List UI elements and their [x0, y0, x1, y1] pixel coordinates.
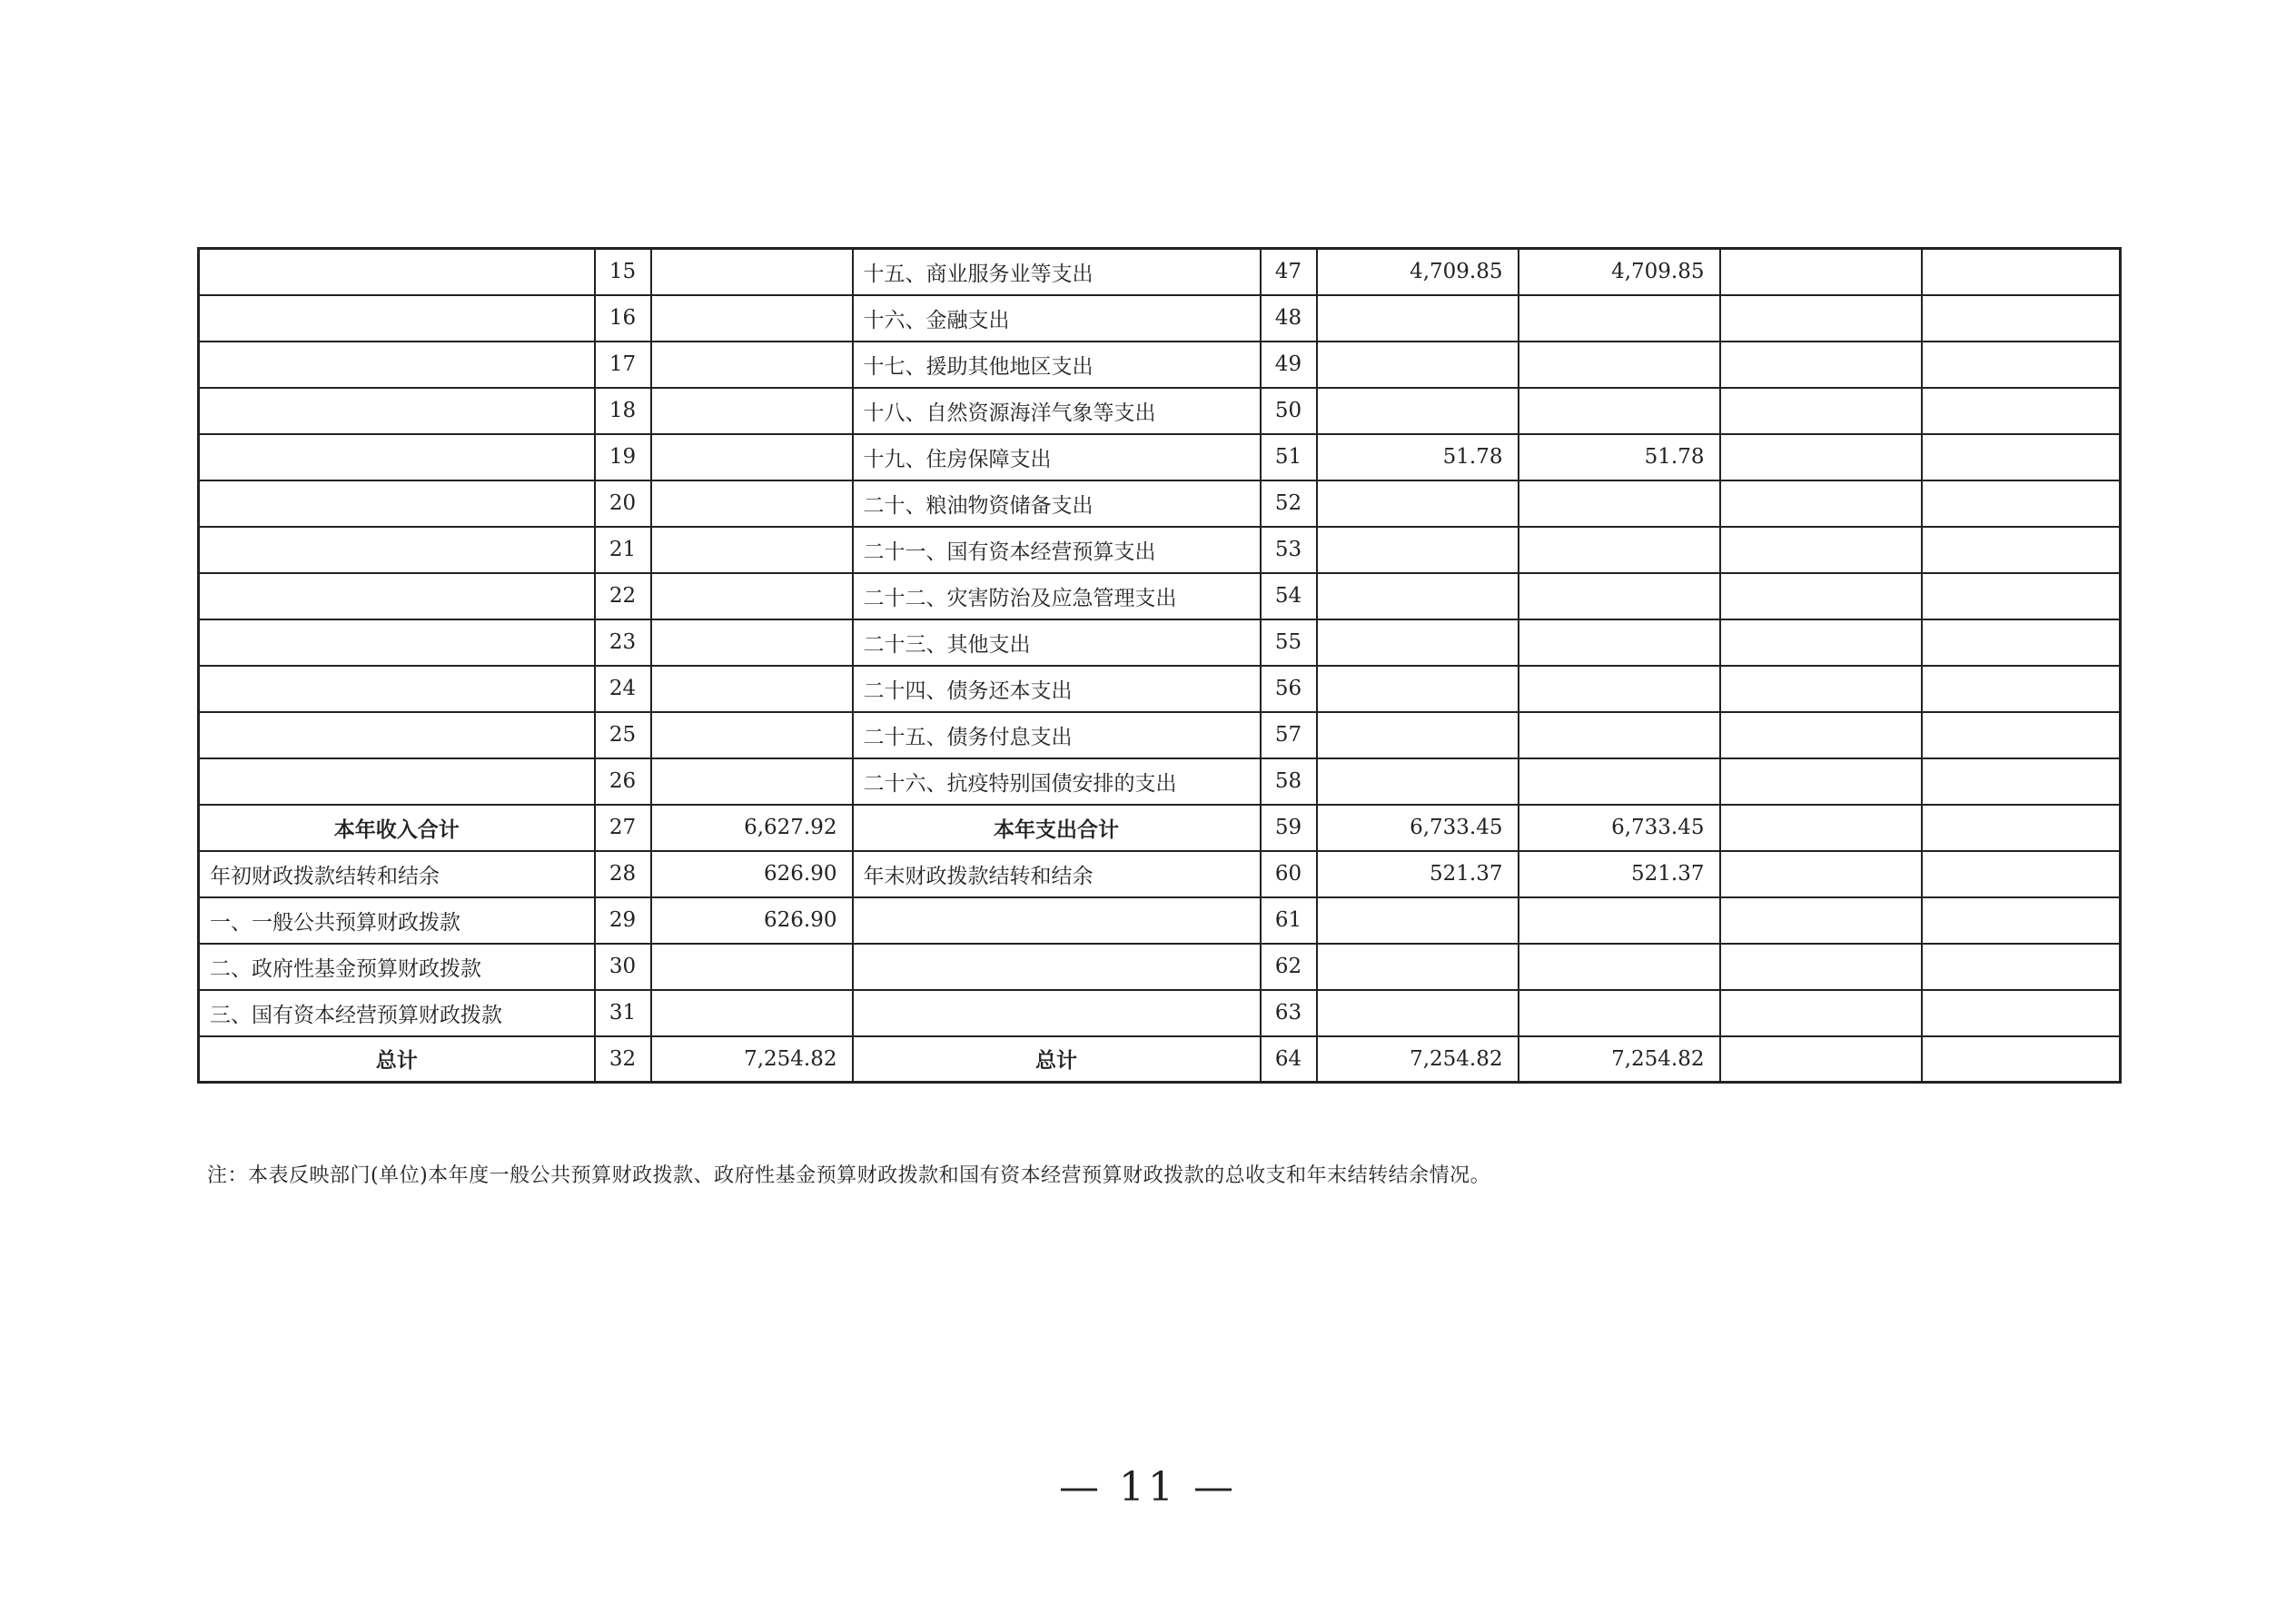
- expense-total-cell: [1317, 897, 1519, 944]
- table-row: [199, 249, 2121, 295]
- expense-label-cell: 二十二、灾害防治及应急管理支出: [853, 573, 1261, 619]
- expense-label-cell: 本年支出合计: [853, 805, 1261, 851]
- income-row-number: 27: [595, 805, 651, 851]
- income-label-cell: 一、一般公共预算财政拨款: [199, 897, 595, 944]
- expense-row-number: 58: [1261, 758, 1317, 805]
- expense-state-capital-cell: [1922, 527, 2121, 573]
- expense-total-cell: [1317, 990, 1519, 1036]
- table-row: [199, 342, 2121, 388]
- expense-general-budget-cell: [1519, 342, 1720, 388]
- table-row: [199, 573, 2121, 619]
- income-amount-cell: 7,254.82: [651, 1036, 853, 1083]
- expense-general-budget-cell: 4,709.85: [1519, 249, 1720, 295]
- income-label-cell: 年初财政拨款结转和结余: [199, 851, 595, 897]
- income-amount-cell: [651, 573, 853, 619]
- expense-total-cell: [1317, 666, 1519, 712]
- income-amount-cell: 6,627.92: [651, 805, 853, 851]
- table-body: [199, 249, 2121, 1083]
- expense-state-capital-cell: [1922, 619, 2121, 666]
- expense-total-cell: [1317, 527, 1519, 573]
- expense-total-cell: [1317, 712, 1519, 758]
- income-row-number: 26: [595, 758, 651, 805]
- income-row-number: 20: [595, 480, 651, 527]
- expense-fund-budget-cell: [1720, 388, 1922, 434]
- expense-state-capital-cell: [1922, 295, 2121, 342]
- income-amount-cell: 626.90: [651, 851, 853, 897]
- expense-general-budget-cell: [1519, 712, 1720, 758]
- income-label-cell: [199, 527, 595, 573]
- expense-total-cell: [1317, 480, 1519, 527]
- table-row: [199, 1036, 2121, 1083]
- expense-general-budget-cell: [1519, 619, 1720, 666]
- page-number: — 11 —: [1059, 1464, 1237, 1510]
- table-row: [199, 990, 2121, 1036]
- expense-label-cell: [853, 897, 1261, 944]
- expense-row-number: 55: [1261, 619, 1317, 666]
- income-amount-cell: [651, 527, 853, 573]
- income-amount-cell: [651, 434, 853, 480]
- expense-total-cell: [1317, 295, 1519, 342]
- income-amount-cell: [651, 342, 853, 388]
- expense-row-number: 51: [1261, 434, 1317, 480]
- expense-total-cell: [1317, 388, 1519, 434]
- expense-general-budget-cell: [1519, 990, 1720, 1036]
- table-row: [199, 712, 2121, 758]
- income-row-number: 25: [595, 712, 651, 758]
- table-row: [199, 851, 2121, 897]
- income-row-number: 29: [595, 897, 651, 944]
- income-label-cell: [199, 388, 595, 434]
- expense-state-capital-cell: [1922, 944, 2121, 990]
- expense-state-capital-cell: [1922, 573, 2121, 619]
- income-label-cell: [199, 712, 595, 758]
- expense-row-number: 64: [1261, 1036, 1317, 1083]
- income-row-number: 28: [595, 851, 651, 897]
- table-footnote: 注：本表反映部门(单位)本年度一般公共预算财政拨款、政府性基金预算财政拨款和国有资本经营预算财政拨款的总收支和年末结转结余情况。: [207, 1164, 1491, 1187]
- expense-general-budget-cell: [1519, 573, 1720, 619]
- table-row: [199, 897, 2121, 944]
- budget-table: [197, 247, 2122, 1084]
- expense-state-capital-cell: [1922, 990, 2121, 1036]
- expense-state-capital-cell: [1922, 897, 2121, 944]
- expense-general-budget-cell: [1519, 758, 1720, 805]
- expense-general-budget-cell: [1519, 897, 1720, 944]
- expense-total-cell: [1317, 619, 1519, 666]
- income-label-cell: [199, 758, 595, 805]
- income-row-number: 32: [595, 1036, 651, 1083]
- expense-general-budget-cell: 51.78: [1519, 434, 1720, 480]
- income-row-number: 22: [595, 573, 651, 619]
- expense-row-number: 50: [1261, 388, 1317, 434]
- expense-fund-budget-cell: [1720, 573, 1922, 619]
- income-amount-cell: [651, 758, 853, 805]
- expense-row-number: 62: [1261, 944, 1317, 990]
- expense-row-number: 52: [1261, 480, 1317, 527]
- expense-general-budget-cell: [1519, 527, 1720, 573]
- income-label-cell: [199, 249, 595, 295]
- expense-fund-budget-cell: [1720, 712, 1922, 758]
- expense-general-budget-cell: [1519, 944, 1720, 990]
- expense-state-capital-cell: [1922, 434, 2121, 480]
- table-row: [199, 388, 2121, 434]
- income-row-number: 24: [595, 666, 651, 712]
- expense-total-cell: 6,733.45: [1317, 805, 1519, 851]
- expense-general-budget-cell: [1519, 295, 1720, 342]
- expense-row-number: 47: [1261, 249, 1317, 295]
- income-row-number: 15: [595, 249, 651, 295]
- income-row-number: 31: [595, 990, 651, 1036]
- expense-state-capital-cell: [1922, 712, 2121, 758]
- expense-state-capital-cell: [1922, 342, 2121, 388]
- expense-total-cell: 51.78: [1317, 434, 1519, 480]
- expense-label-cell: 二十六、抗疫特别国债安排的支出: [853, 758, 1261, 805]
- expense-total-cell: [1317, 758, 1519, 805]
- expense-state-capital-cell: [1922, 388, 2121, 434]
- income-amount-cell: [651, 249, 853, 295]
- income-label-cell: [199, 480, 595, 527]
- expense-state-capital-cell: [1922, 758, 2121, 805]
- income-amount-cell: [651, 295, 853, 342]
- expense-total-cell: [1317, 944, 1519, 990]
- income-amount-cell: [651, 944, 853, 990]
- expense-fund-budget-cell: [1720, 527, 1922, 573]
- table-row: [199, 758, 2121, 805]
- expense-row-number: 53: [1261, 527, 1317, 573]
- expense-state-capital-cell: [1922, 851, 2121, 897]
- income-label-cell: 本年收入合计: [199, 805, 595, 851]
- table-row: [199, 619, 2121, 666]
- expense-fund-budget-cell: [1720, 342, 1922, 388]
- expense-label-cell: [853, 990, 1261, 1036]
- expense-fund-budget-cell: [1720, 480, 1922, 527]
- expense-label-cell: [853, 944, 1261, 990]
- expense-label-cell: 二十三、其他支出: [853, 619, 1261, 666]
- expense-total-cell: [1317, 342, 1519, 388]
- expense-general-budget-cell: [1519, 666, 1720, 712]
- expense-general-budget-cell: [1519, 480, 1720, 527]
- expense-row-number: 60: [1261, 851, 1317, 897]
- expense-state-capital-cell: [1922, 249, 2121, 295]
- expense-label-cell: 十八、自然资源海洋气象等支出: [853, 388, 1261, 434]
- expense-state-capital-cell: [1922, 480, 2121, 527]
- expense-fund-budget-cell: [1720, 1036, 1922, 1083]
- income-amount-cell: 626.90: [651, 897, 853, 944]
- expense-row-number: 48: [1261, 295, 1317, 342]
- expense-label-cell: 二十五、债务付息支出: [853, 712, 1261, 758]
- expense-row-number: 61: [1261, 897, 1317, 944]
- expense-fund-budget-cell: [1720, 249, 1922, 295]
- expense-row-number: 49: [1261, 342, 1317, 388]
- expense-state-capital-cell: [1922, 1036, 2121, 1083]
- expense-label-cell: 十五、商业服务业等支出: [853, 249, 1261, 295]
- income-amount-cell: [651, 388, 853, 434]
- income-amount-cell: [651, 990, 853, 1036]
- expense-fund-budget-cell: [1720, 619, 1922, 666]
- expense-fund-budget-cell: [1720, 897, 1922, 944]
- income-label-cell: [199, 666, 595, 712]
- expense-label-cell: 二十、粮油物资储备支出: [853, 480, 1261, 527]
- income-amount-cell: [651, 480, 853, 527]
- expense-label-cell: 总计: [853, 1036, 1261, 1083]
- expense-label-cell: 十七、援助其他地区支出: [853, 342, 1261, 388]
- expense-row-number: 59: [1261, 805, 1317, 851]
- table-row: [199, 527, 2121, 573]
- income-amount-cell: [651, 712, 853, 758]
- expense-label-cell: 二十一、国有资本经营预算支出: [853, 527, 1261, 573]
- expense-fund-budget-cell: [1720, 990, 1922, 1036]
- expense-total-cell: 4,709.85: [1317, 249, 1519, 295]
- expense-state-capital-cell: [1922, 666, 2121, 712]
- expense-total-cell: 7,254.82: [1317, 1036, 1519, 1083]
- income-row-number: 18: [595, 388, 651, 434]
- expense-row-number: 63: [1261, 990, 1317, 1036]
- income-label-cell: [199, 342, 595, 388]
- expense-row-number: 57: [1261, 712, 1317, 758]
- income-label-cell: [199, 573, 595, 619]
- expense-fund-budget-cell: [1720, 758, 1922, 805]
- expense-general-budget-cell: [1519, 388, 1720, 434]
- table-row: [199, 666, 2121, 712]
- income-row-number: 19: [595, 434, 651, 480]
- table-row: [199, 295, 2121, 342]
- income-label-cell: 三、国有资本经营预算财政拨款: [199, 990, 595, 1036]
- income-amount-cell: [651, 619, 853, 666]
- expense-total-cell: 521.37: [1317, 851, 1519, 897]
- expense-fund-budget-cell: [1720, 666, 1922, 712]
- expense-fund-budget-cell: [1720, 944, 1922, 990]
- table-row: [199, 434, 2121, 480]
- expense-state-capital-cell: [1922, 805, 2121, 851]
- income-row-number: 16: [595, 295, 651, 342]
- expense-label-cell: 十六、金融支出: [853, 295, 1261, 342]
- expense-general-budget-cell: 6,733.45: [1519, 805, 1720, 851]
- table-row: [199, 480, 2121, 527]
- expense-total-cell: [1317, 573, 1519, 619]
- expense-label-cell: 二十四、债务还本支出: [853, 666, 1261, 712]
- income-label-cell: [199, 295, 595, 342]
- income-label-cell: 二、政府性基金预算财政拨款: [199, 944, 595, 990]
- table-row: [199, 944, 2121, 990]
- expense-general-budget-cell: 521.37: [1519, 851, 1720, 897]
- expense-row-number: 56: [1261, 666, 1317, 712]
- expense-fund-budget-cell: [1720, 434, 1922, 480]
- income-label-cell: [199, 619, 595, 666]
- income-row-number: 30: [595, 944, 651, 990]
- income-label-cell: [199, 434, 595, 480]
- income-row-number: 17: [595, 342, 651, 388]
- expense-fund-budget-cell: [1720, 295, 1922, 342]
- income-row-number: 23: [595, 619, 651, 666]
- table-row: [199, 805, 2121, 851]
- income-label-cell: 总计: [199, 1036, 595, 1083]
- expense-label-cell: 十九、住房保障支出: [853, 434, 1261, 480]
- expense-row-number: 54: [1261, 573, 1317, 619]
- income-row-number: 21: [595, 527, 651, 573]
- expense-label-cell: 年末财政拨款结转和结余: [853, 851, 1261, 897]
- income-amount-cell: [651, 666, 853, 712]
- expense-fund-budget-cell: [1720, 851, 1922, 897]
- expense-fund-budget-cell: [1720, 805, 1922, 851]
- expense-general-budget-cell: 7,254.82: [1519, 1036, 1720, 1083]
